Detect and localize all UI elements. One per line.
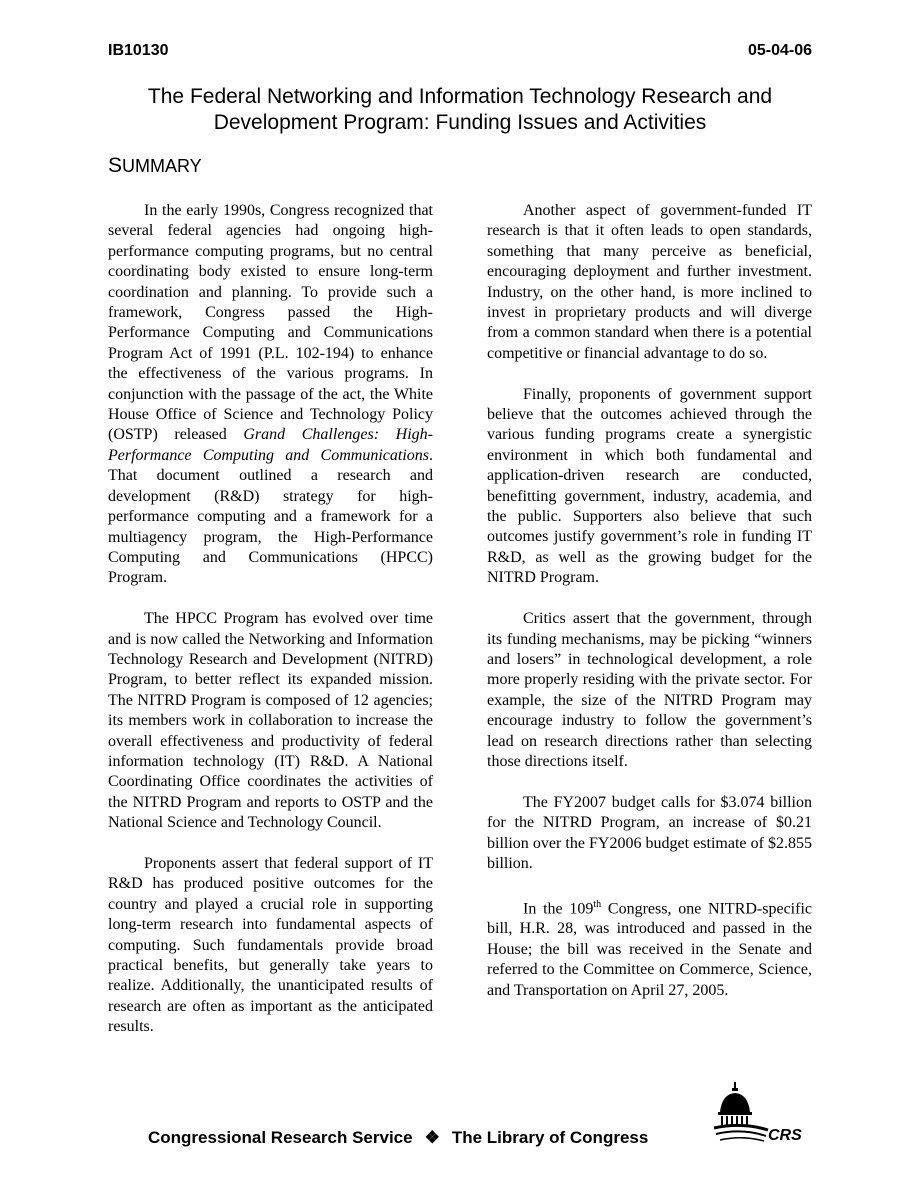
document-title <box>60 84 860 136</box>
paragraph: The FY2007 budget calls for $3.074 billion for the NITRD Program, an increase of $0.21 billion over the FY2006 budget estimate of $2.855 billion. <box>487 793 812 872</box>
section-heading-rest: UMMARY <box>122 156 202 176</box>
paragraph-text: In the early 1990s, Congress recognized that several federal agencies had ongoing high-performance computing programs, but no central coordinating body existed to ensure long-term coordination and planning. To provide such a framework, Congress passed the High-Performance Computing and Communications Program Act of 1991 (P.L. 102-194) to enhance the effectiveness of the various programs. In conjunction with the passage of the act, the White House Office of Science and Technology Policy (OSTP) released <box>108 202 433 444</box>
paragraph: Proponents assert that federal support of IT R&D has produced positive outcomes for the country and played a crucial role in supporting long-term research into fundamental aspects of computing. Such fundamentals provide broad practical benefits, but generally take years to realize. Additionally, the unanticipated results of research are often as important as the anticipated results. <box>108 854 433 1036</box>
paragraph: Another aspect of government-funded IT research is that it often leads to open standards, something that many perceive as beneficial, encouraging deployment and further investment. Industry, on the other hand, is more inclined to invest in proprietary products and will diverge from a common standard when there is a potential competitive or financial advantage to do so. <box>487 202 812 362</box>
capitol-dome-icon <box>712 1078 812 1150</box>
title-line-1: The Federal Networking and Information Technology Research and <box>147 85 773 108</box>
report-id: IB10130 <box>108 42 169 59</box>
crs-logo-text: CRS <box>768 1127 802 1144</box>
report-date: 05-04-06 <box>747 42 812 59</box>
footer-library: The Library of Congress <box>451 1128 649 1147</box>
ordinal-superscript: th <box>593 898 602 910</box>
paragraph: The HPCC Program has evolved over time and is now called the Networking and Information Technology Research and Development (NITRD) Program, to better reflect its expanded mission. The NITRD Program is composed of 12 agencies; its members work in collaboration to increase the overall effectiveness and productivity of federal information technology (IT) R&D. A National Coordinating Office coordinates the activities of the NITRD Program and reports to OSTP and the National Science and Technology Council. <box>108 610 433 832</box>
right-column <box>487 201 812 1022</box>
footer <box>148 1128 648 1148</box>
paragraph <box>108 201 433 589</box>
paragraph: Critics assert that the government, through its funding mechanisms, may be picking “winners and losers” in technological development, a role more properly residing with the private sector. For example, the size of the NITRD Program may encourage industry to follow the government’s lead on research directions rather than selecting those directions itself. <box>487 610 812 770</box>
publication-title: Grand Challenges: High-Performance Computing and Communications <box>108 426 433 464</box>
paragraph <box>487 895 812 1001</box>
title-line-2: Development Program: Funding Issues and Activities <box>213 111 707 134</box>
section-heading <box>108 154 202 178</box>
paragraph-text: In the 109 <box>523 900 594 918</box>
section-heading-initial: S <box>108 154 123 177</box>
paragraph-text: . That document outlined a research and development (R&D) strategy for high-performance computing and a framework for a multiagency program, the High-Performance Computing and Communications (HPCC) Program. <box>108 446 433 587</box>
left-column <box>108 201 433 1058</box>
footer-separator: ❖ <box>424 1128 440 1147</box>
paragraph: Finally, proponents of government support believe that the outcomes achieved through the various funding programs create a synergistic environment in which both fundamental and application-driven research are conducted, benefitting government, industry, academia, and the public. Supporters also believe that such outcomes justify government’s role in funding IT R&D, as well as the growing budget for the NITRD Program. <box>487 385 812 587</box>
paragraph-text: Congress, one NITRD-specific bill, H.R. 28, was introduced and passed in the House; the bill was received in the Senate and referred to the Committee on Commerce, Science, and Transportation on April 27, 2005. <box>487 900 813 999</box>
footer-crs: Congressional Research Service <box>148 1128 413 1147</box>
